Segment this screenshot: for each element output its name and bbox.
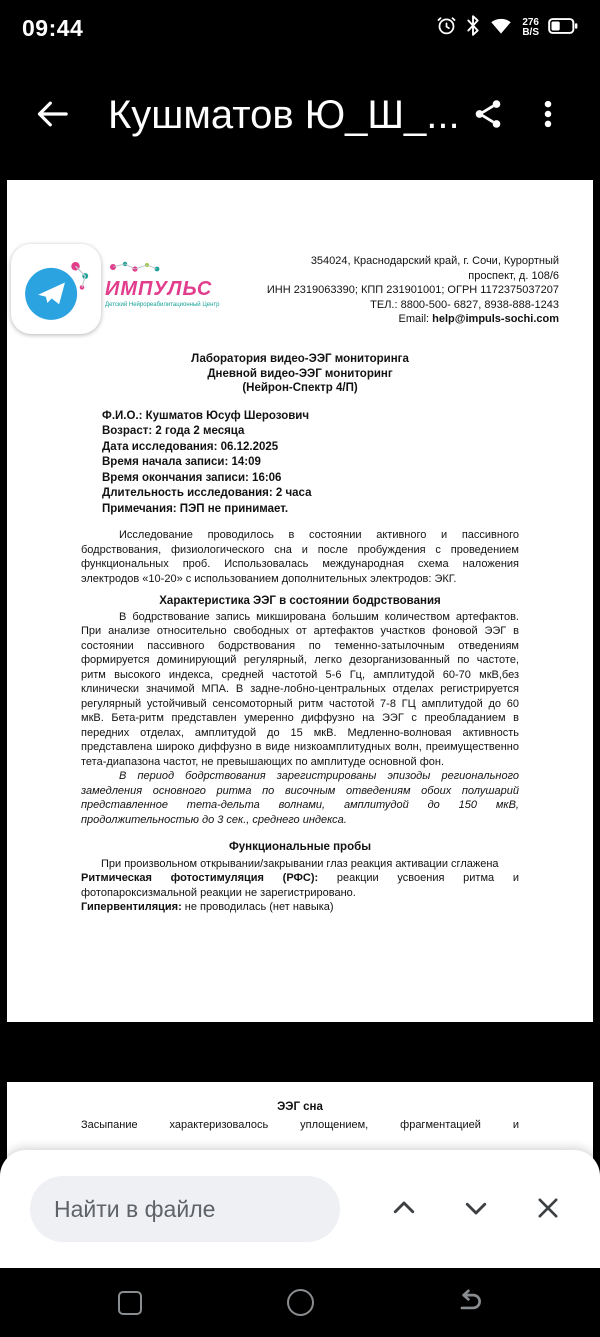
recent-apps-icon xyxy=(118,1291,142,1315)
email-value: help@impuls-sochi.com xyxy=(432,313,559,325)
overflow-menu-button[interactable] xyxy=(522,89,574,141)
share-button[interactable] xyxy=(462,89,514,141)
tests-rfs-label: Ритмическая фотостимуляция (РФС): xyxy=(81,872,319,884)
close-search-button[interactable] xyxy=(520,1181,576,1237)
report-title-line: (Нейрон-Спектр 4/П) xyxy=(242,382,358,394)
patient-age: Возраст: 2 года 2 месяца xyxy=(102,425,245,437)
search-input[interactable] xyxy=(54,1196,316,1223)
tests-hv-line xyxy=(81,900,519,915)
back-button[interactable] xyxy=(26,89,78,141)
clinic-logo xyxy=(11,244,220,334)
sleep-section-heading: ЭЭГ сна xyxy=(277,1101,323,1113)
network-rate-value: 276 xyxy=(522,17,539,28)
wifi-icon xyxy=(489,16,513,40)
clinic-logo-icon xyxy=(11,244,101,334)
address-email-line xyxy=(209,312,559,327)
study-notes: Примечания: ПЭП не принимает. xyxy=(102,502,289,515)
study-duration: Длительность исследования: 2 часа xyxy=(102,487,312,499)
tests-hv-text: не проводилась (нет навыка) xyxy=(181,901,334,913)
search-field-container[interactable] xyxy=(30,1176,340,1242)
status-icons xyxy=(436,15,578,41)
tests-hv-label: Гипервентиляция: xyxy=(81,901,182,913)
study-date: Дата исследования: 06.12.2025 xyxy=(102,440,279,453)
status-time: 09:44 xyxy=(22,14,84,41)
nav-back-button[interactable] xyxy=(430,1275,510,1331)
home-icon xyxy=(287,1289,314,1316)
address-line: ТЕЛ.: 8800-500- 6827, 8938-888-1243 xyxy=(370,298,559,311)
address-line: ИНН 2319063390; КПП 231901001; ОГРН 1172375037207 xyxy=(266,284,559,296)
awake-paragraph: В бодрствование запись микширована большим количеством артефактов. При анализе относительно свободных от артефактов участков фоновой ЭЭГ в состоянии пассивного бодрствования по теменно-затылочным отведениям формируется доминирующий регулярный, легко дезорганизованный по частоте, ритм высокого индекса, средней частотой 5-6 Гц, амплитудой 60-70 мкВ,без клинически значимой МПА. В задне-лобно-центральных отделах регистрируется регулярный устойчивый сенсомоторный ритм частотой 7-8 ГЦ амплитудой до 60 мкВ. Бета-ритм представлен умеренно диффузно на ЭЭГ с преобладанием в передних отделах, амплитудой до 15 мкВ. Медленно-волновая активность представлена широко диффузно в виде низкоамплитудных волн, преимущественно тета-диапазона частот, не превышающих по амплитуде основной фон. xyxy=(81,610,519,768)
sleep-paragraph: Засыпание характеризовалось уплощением, фрагментацией и xyxy=(81,1118,519,1131)
find-in-file-bar xyxy=(0,1150,600,1268)
battery-icon xyxy=(548,17,578,40)
patient-info xyxy=(102,409,519,518)
back-arrow-icon xyxy=(32,94,72,137)
awake-section-heading: Характеристика ЭЭГ в состоянии бодрствования xyxy=(159,595,441,607)
home-button[interactable] xyxy=(260,1275,340,1331)
app-bar xyxy=(0,56,600,174)
record-end-time: Время окончания записи: 16:06 xyxy=(102,471,282,484)
clinic-header xyxy=(81,242,559,346)
tests-section-heading: Функциональные пробы xyxy=(228,841,372,853)
status-bar xyxy=(0,0,600,56)
network-rate xyxy=(522,18,539,38)
network-rate-unit: B/S xyxy=(522,27,539,38)
address-line: 354024, Краснодарский край, г. Сочи, Курортный xyxy=(310,255,559,267)
patient-name: Ф.И.О.: Кушматов Юсуф Шерозович xyxy=(102,409,310,422)
document-page-1 xyxy=(7,180,593,1022)
close-icon xyxy=(534,1194,562,1225)
document-title: Кушматов Ю_Ш_... xyxy=(108,92,460,137)
find-previous-button[interactable] xyxy=(376,1181,432,1237)
recent-apps-button[interactable] xyxy=(90,1275,170,1331)
clinic-address xyxy=(209,254,559,327)
molecule-icon xyxy=(105,260,165,274)
clinic-brand xyxy=(105,260,220,309)
bluetooth-icon xyxy=(466,15,480,41)
report-title xyxy=(81,352,519,396)
record-start-time: Время начала записи: 14:09 xyxy=(102,456,261,468)
share-icon xyxy=(471,97,505,134)
chevron-up-icon xyxy=(389,1193,419,1226)
tests-rfs-line xyxy=(81,871,519,900)
clinic-brand-name: ИМПУЛЬС xyxy=(105,277,213,300)
nav-back-icon xyxy=(455,1286,485,1319)
intro-paragraph: Исследование проводилось в состоянии активного и пассивного бодрствования, физиологического сна и после пробуждения с проведением функциональных проб. Использовалась международная схема наложения электродов «10-20» с использованием дополнительных электродов: ЭКГ. xyxy=(81,529,519,585)
report-title-line: Лаборатория видео-ЭЭГ мониторинга xyxy=(191,353,409,365)
chevron-down-icon xyxy=(461,1193,491,1226)
tests-eyes-line: При произвольном открывании/закрывании глаз реакция активации сглажена xyxy=(101,857,499,870)
alarm-icon xyxy=(436,15,457,41)
report-title-line: Дневной видео-ЭЭГ мониторинг xyxy=(207,367,393,380)
find-next-button[interactable] xyxy=(448,1181,504,1237)
address-line: проспект, д. 108/6 xyxy=(468,269,559,282)
system-navigation-bar xyxy=(0,1268,600,1337)
tests-rfs-text: реакции усвоения ритма и фотопароксизмальной реакции не зарегистрировано. xyxy=(81,872,519,899)
overflow-menu-icon xyxy=(531,97,565,134)
awake-italic-paragraph: В период бодрствования зарегистрированы эпизоды регионального замедления основного ритма по височным отведениям обоих полушарий представленное тета-дельта волнами, амплитудой до 150 мкВ, продолжительностью до 3 сек., среднего индекса. xyxy=(81,770,519,826)
clinic-brand-tagline: Детский Нейрореабилитационный Центр xyxy=(105,301,220,308)
email-label: Email: xyxy=(398,313,433,325)
